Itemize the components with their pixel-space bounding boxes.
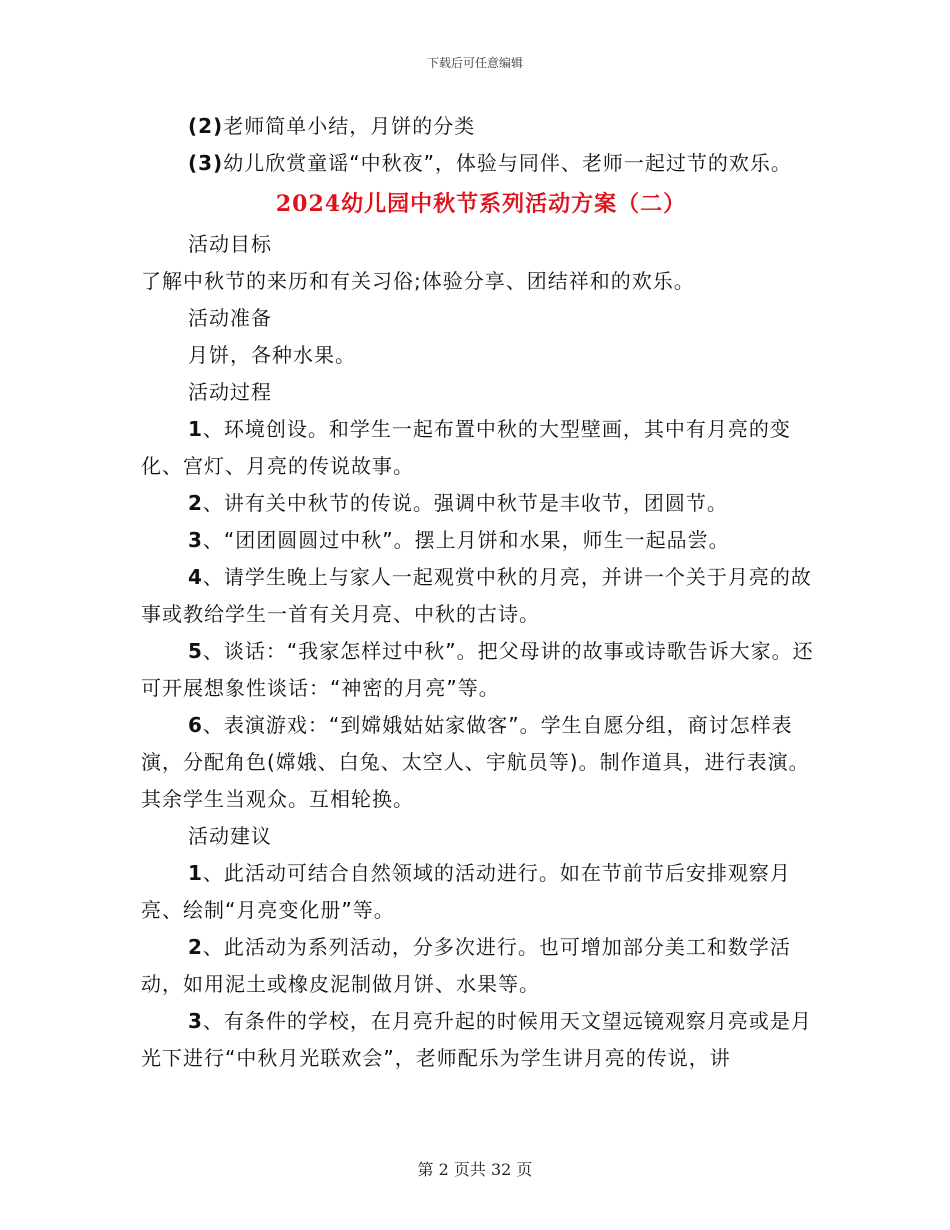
section-title: 2024幼儿园中秋节系列活动方案（二）: [275, 191, 687, 217]
item-text: 、此活动可结合自然领域的活动进行。如在节前节后安排观察月亮、绘制“月亮变化册”等。: [141, 861, 791, 922]
item-number: 1: [188, 417, 203, 441]
item-text: 老师简单小结，月饼的分类: [223, 114, 476, 138]
item-number: (2): [188, 114, 224, 138]
document-body: [141, 108, 821, 1077]
prep-heading: 活动准备: [188, 306, 272, 330]
item-number: (3): [188, 151, 224, 175]
process-item: [141, 522, 821, 559]
advice-item: [141, 855, 821, 929]
item-number: 2: [188, 935, 203, 959]
goal-heading: 活动目标: [188, 232, 272, 256]
item-number: 2: [188, 491, 203, 515]
advice-item: [141, 1003, 821, 1077]
process-item: [141, 633, 821, 707]
goal-text: 了解中秋节的来历和有关习俗;体验分享、团结祥和的欢乐。: [141, 269, 695, 293]
item-text: 、“团团圆圆过中秋”。摆上月饼和水果，师生一起品尝。: [202, 528, 730, 552]
process-item: [141, 707, 821, 818]
item-number: 5: [188, 639, 203, 663]
process-heading: 活动过程: [188, 380, 272, 404]
prep-text: 月饼，各种水果。: [188, 343, 356, 367]
item-number: 4: [188, 565, 203, 589]
item-number: 1: [188, 861, 203, 885]
item-text: 、谈话：“我家怎样过中秋”。把父母讲的故事或诗歌告诉大家。还可开展想象性谈话：“神密的月亮”等。: [141, 639, 814, 700]
item-number: 6: [188, 713, 203, 737]
item-text: 、讲有关中秋节的传说。强调中秋节是丰收节，团圆节。: [202, 491, 728, 515]
item-number: 3: [188, 1009, 203, 1033]
page-footer: 第 2 页共 32 页: [417, 1160, 533, 1179]
item-text: 、环境创设。和学生一起布置中秋的大型壁画，其中有月亮的变化、宫灯、月亮的传说故事。: [141, 417, 791, 478]
process-item: [141, 559, 821, 633]
intro-item-2: [141, 108, 821, 145]
advice-item: [141, 929, 821, 1003]
item-text: 、此活动为系列活动，分多次进行。也可增加部分美工和数学活动，如用泥土或橡皮泥制做月饼、水果等。: [141, 935, 791, 996]
item-number: 3: [188, 528, 203, 552]
intro-item-3: [141, 145, 821, 182]
item-text: 、请学生晚上与家人一起观赏中秋的月亮，并讲一个关于月亮的故事或教给学生一首有关月亮、中秋的古诗。: [141, 565, 812, 626]
item-text: 、有条件的学校，在月亮升起的时候用天文望远镜观察月亮或是月光下进行“中秋月光联欢会”，老师配乐为学生讲月亮的传说，讲: [141, 1009, 812, 1070]
process-item: [141, 411, 821, 485]
header-note: 下载后可任意编辑: [426, 56, 523, 70]
process-item: [141, 485, 821, 522]
advice-heading: 活动建议: [188, 824, 272, 848]
item-text: 幼儿欣赏童谣“中秋夜”，体验与同伴、老师一起过节的欢乐。: [223, 151, 792, 175]
item-text: 、表演游戏：“到嫦娥姑姑家做客”。学生自愿分组，商讨怎样表演，分配角色(嫦娥、白兔、太空人、宇航员等)。制作道具，进行表演。其余学生当观众。互相轮换。: [141, 713, 810, 811]
